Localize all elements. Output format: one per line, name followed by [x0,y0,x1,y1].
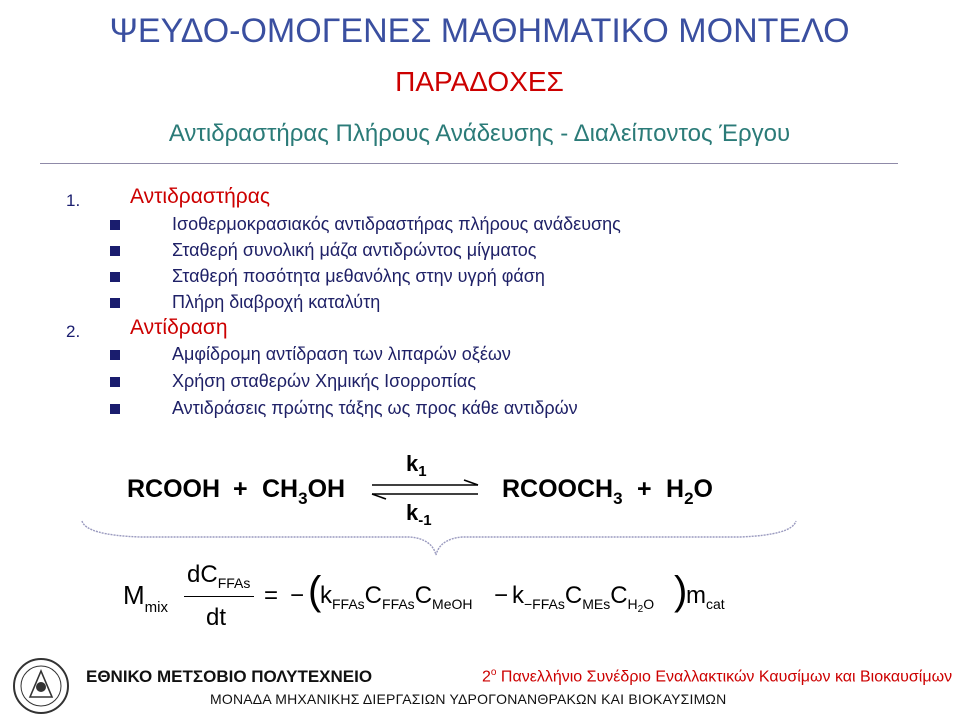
page-subtitle: ΠΑΡΑΔΟΧΕΣ [395,66,564,97]
left-paren: ( [308,569,322,613]
section-2-number: 2. [66,322,81,341]
section-1-title: Αντιδραστήρας [130,185,271,208]
bullet-icon [110,350,120,360]
reactant-rcooh: RCOOH [127,475,221,503]
university-seal-icon [12,657,70,715]
header-divider [40,163,898,164]
derivative-denominator: dt [206,604,227,631]
plus-sign: + [637,475,652,503]
reactant-methanol: $CH_3OH$ [262,475,346,508]
forward-rate-term: $k_{FFAs}C_{FFAs}C_{MeOH}$ [320,582,473,612]
bullet-icon [110,220,120,230]
reverse-rate-constant: $k_{-1}$ [406,500,432,529]
curly-brace-icon [80,515,800,565]
bullet-icon [110,404,120,414]
footer-institution: ΕΘΝΙΚΟ ΜΕΤΣΟΒΙΟ ΠΟΛΥΤΕΧΝΕΙΟ [86,667,373,686]
equals-sign: = [264,582,279,609]
bullet-icon [110,246,120,256]
forward-rate-constant: $k_1$ [406,451,427,480]
right-paren: ) [674,569,688,613]
section-1-number: 1. [66,191,81,210]
bullet-icon [110,377,120,387]
equilibrium-arrow-icon [370,479,482,501]
product-water: $H_2O$ [666,475,713,508]
fraction-bar [184,596,254,597]
mass-mix: $M_{mix}$ [123,580,168,616]
reverse-rate-term: $k_{-FFAs}C_{MEs}C_{H2O}$ [512,582,655,615]
footer-conference: $2^o$ Πανελλήνιο Συνέδριο Εναλλακτικών Καυσίμων και Βιοκαυσίμων [482,667,953,686]
minus-sign: − [494,582,509,609]
section-2-item: Χρήση σταθερών Χημικής Ισορροπίας [172,371,477,391]
section-1-item: Πλήρη διαβροχή καταλύτη [172,292,381,312]
reactor-type-heading: Αντιδραστήρας Πλήρους Ανάδευσης - Διαλείποντος Έργου [168,120,791,147]
plus-sign: + [233,475,248,503]
section-1-item: Ισοθερμοκρασιακός αντιδραστήρας πλήρους ανάδευσης [172,214,621,234]
section-2-title: Αντίδραση [130,316,228,339]
derivative-numerator: $dC_{FFAs}$ [187,561,251,591]
footer-unit: ΜΟΝΑΔΑ ΜΗΧΑΝΙΚΗΣ ΔΙΕΡΓΑΣΙΩΝ ΥΔΡΟΓΟΝΑΝΘΡΑΚΩΝ ΚΑΙ ΒΙΟΚΑΥΣΙΜΩΝ [210,691,727,707]
section-1-item: Σταθερή ποσότητα μεθανόλης στην υγρή φάση [172,266,545,286]
catalyst-mass: $m_{cat}$ [686,582,725,612]
product-methyl-ester: $RCOOCH_3$ [502,475,623,508]
section-2-item: Αμφίδρομη αντίδραση των λιπαρών οξέων [172,344,511,364]
minus-sign: − [290,582,305,609]
page-title: ΨΕΥΔΟ-ΟΜΟΓΕΝΕΣ ΜΑΘΗΜΑΤΙΚΟ ΜΟΝΤΕΛΟ [109,12,850,50]
section-1-item: Σταθερή συνολική μάζα αντιδρώντος μίγματος [172,240,537,260]
bullet-icon [110,298,120,308]
bullet-icon [110,272,120,282]
section-2-item: Αντιδράσεις πρώτης τάξης ως προς κάθε αντιδρών [172,398,578,418]
